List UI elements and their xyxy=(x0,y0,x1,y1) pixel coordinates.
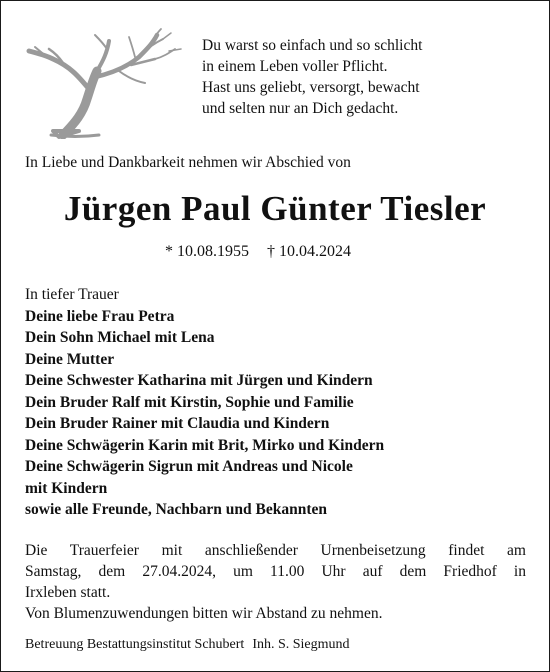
poem-line: in einem Leben voller Pflicht. xyxy=(202,58,388,75)
notice-line: Samstag, dem 27.04.2024, um 11.00 Uhr auf dem Friedhof in xyxy=(25,563,526,580)
intro-text: In Liebe und Dankbarkeit nehmen wir Abschied von xyxy=(25,154,351,171)
mourner-line: mit Kindern xyxy=(25,479,108,497)
undertaker-owner: Inh. S. Siegmund xyxy=(252,637,350,652)
birth-date: * 10.08.1955 xyxy=(165,243,249,260)
mourner-line: sowie alle Freunde, Nachbarn und Bekannten xyxy=(25,501,328,518)
mourner-line: Dein Sohn Michael mit Lena xyxy=(25,329,215,346)
death-date: † 10.04.2024 xyxy=(267,243,351,260)
mourner-line: Deine Schwägerin Karin mit Brit, Mirko und Kindern xyxy=(25,436,385,454)
mourner-line: Deine Schwester Katharina mit Jürgen und Kindern xyxy=(25,372,373,389)
undertaker-name: Betreuung Bestattungsinstitut Schubert xyxy=(25,637,245,652)
mourner-line: Deine liebe Frau Petra xyxy=(25,307,175,325)
poem-line: Du warst so einfach und so schlicht xyxy=(202,37,423,54)
mourner-line: Dein Bruder Rainer mit Claudia und Kindern xyxy=(25,415,330,432)
mourners-heading: In tiefer Trauer xyxy=(25,286,119,303)
life-dates xyxy=(165,242,351,262)
notice-line: Die Trauerfeier mit anschließender Urnenbeisetzung findet am xyxy=(25,542,526,559)
poem-line: und selten nur an Dich gedacht. xyxy=(202,100,399,117)
funeral-notice xyxy=(25,540,526,624)
notice-line: Irxleben statt. xyxy=(25,584,111,601)
bare-tree-icon xyxy=(23,27,193,139)
poem xyxy=(202,35,422,119)
mourner-line: Deine Schwägerin Sigrun mit Andreas und Nicole xyxy=(25,458,353,475)
deceased-name: Jürgen Paul Günter Tiesler xyxy=(63,189,487,228)
mourner-line: Dein Bruder Ralf mit Kirstin, Sophie und Familie xyxy=(25,393,354,411)
undertaker-footer xyxy=(25,636,350,654)
poem-line: Hast uns geliebt, versorgt, bewacht xyxy=(202,79,420,96)
notice-line: Von Blumenzuwendungen bitten wir Abstand zu nehmen. xyxy=(25,605,383,622)
mourner-line: Deine Mutter xyxy=(25,350,115,368)
mourners-list xyxy=(25,284,384,521)
